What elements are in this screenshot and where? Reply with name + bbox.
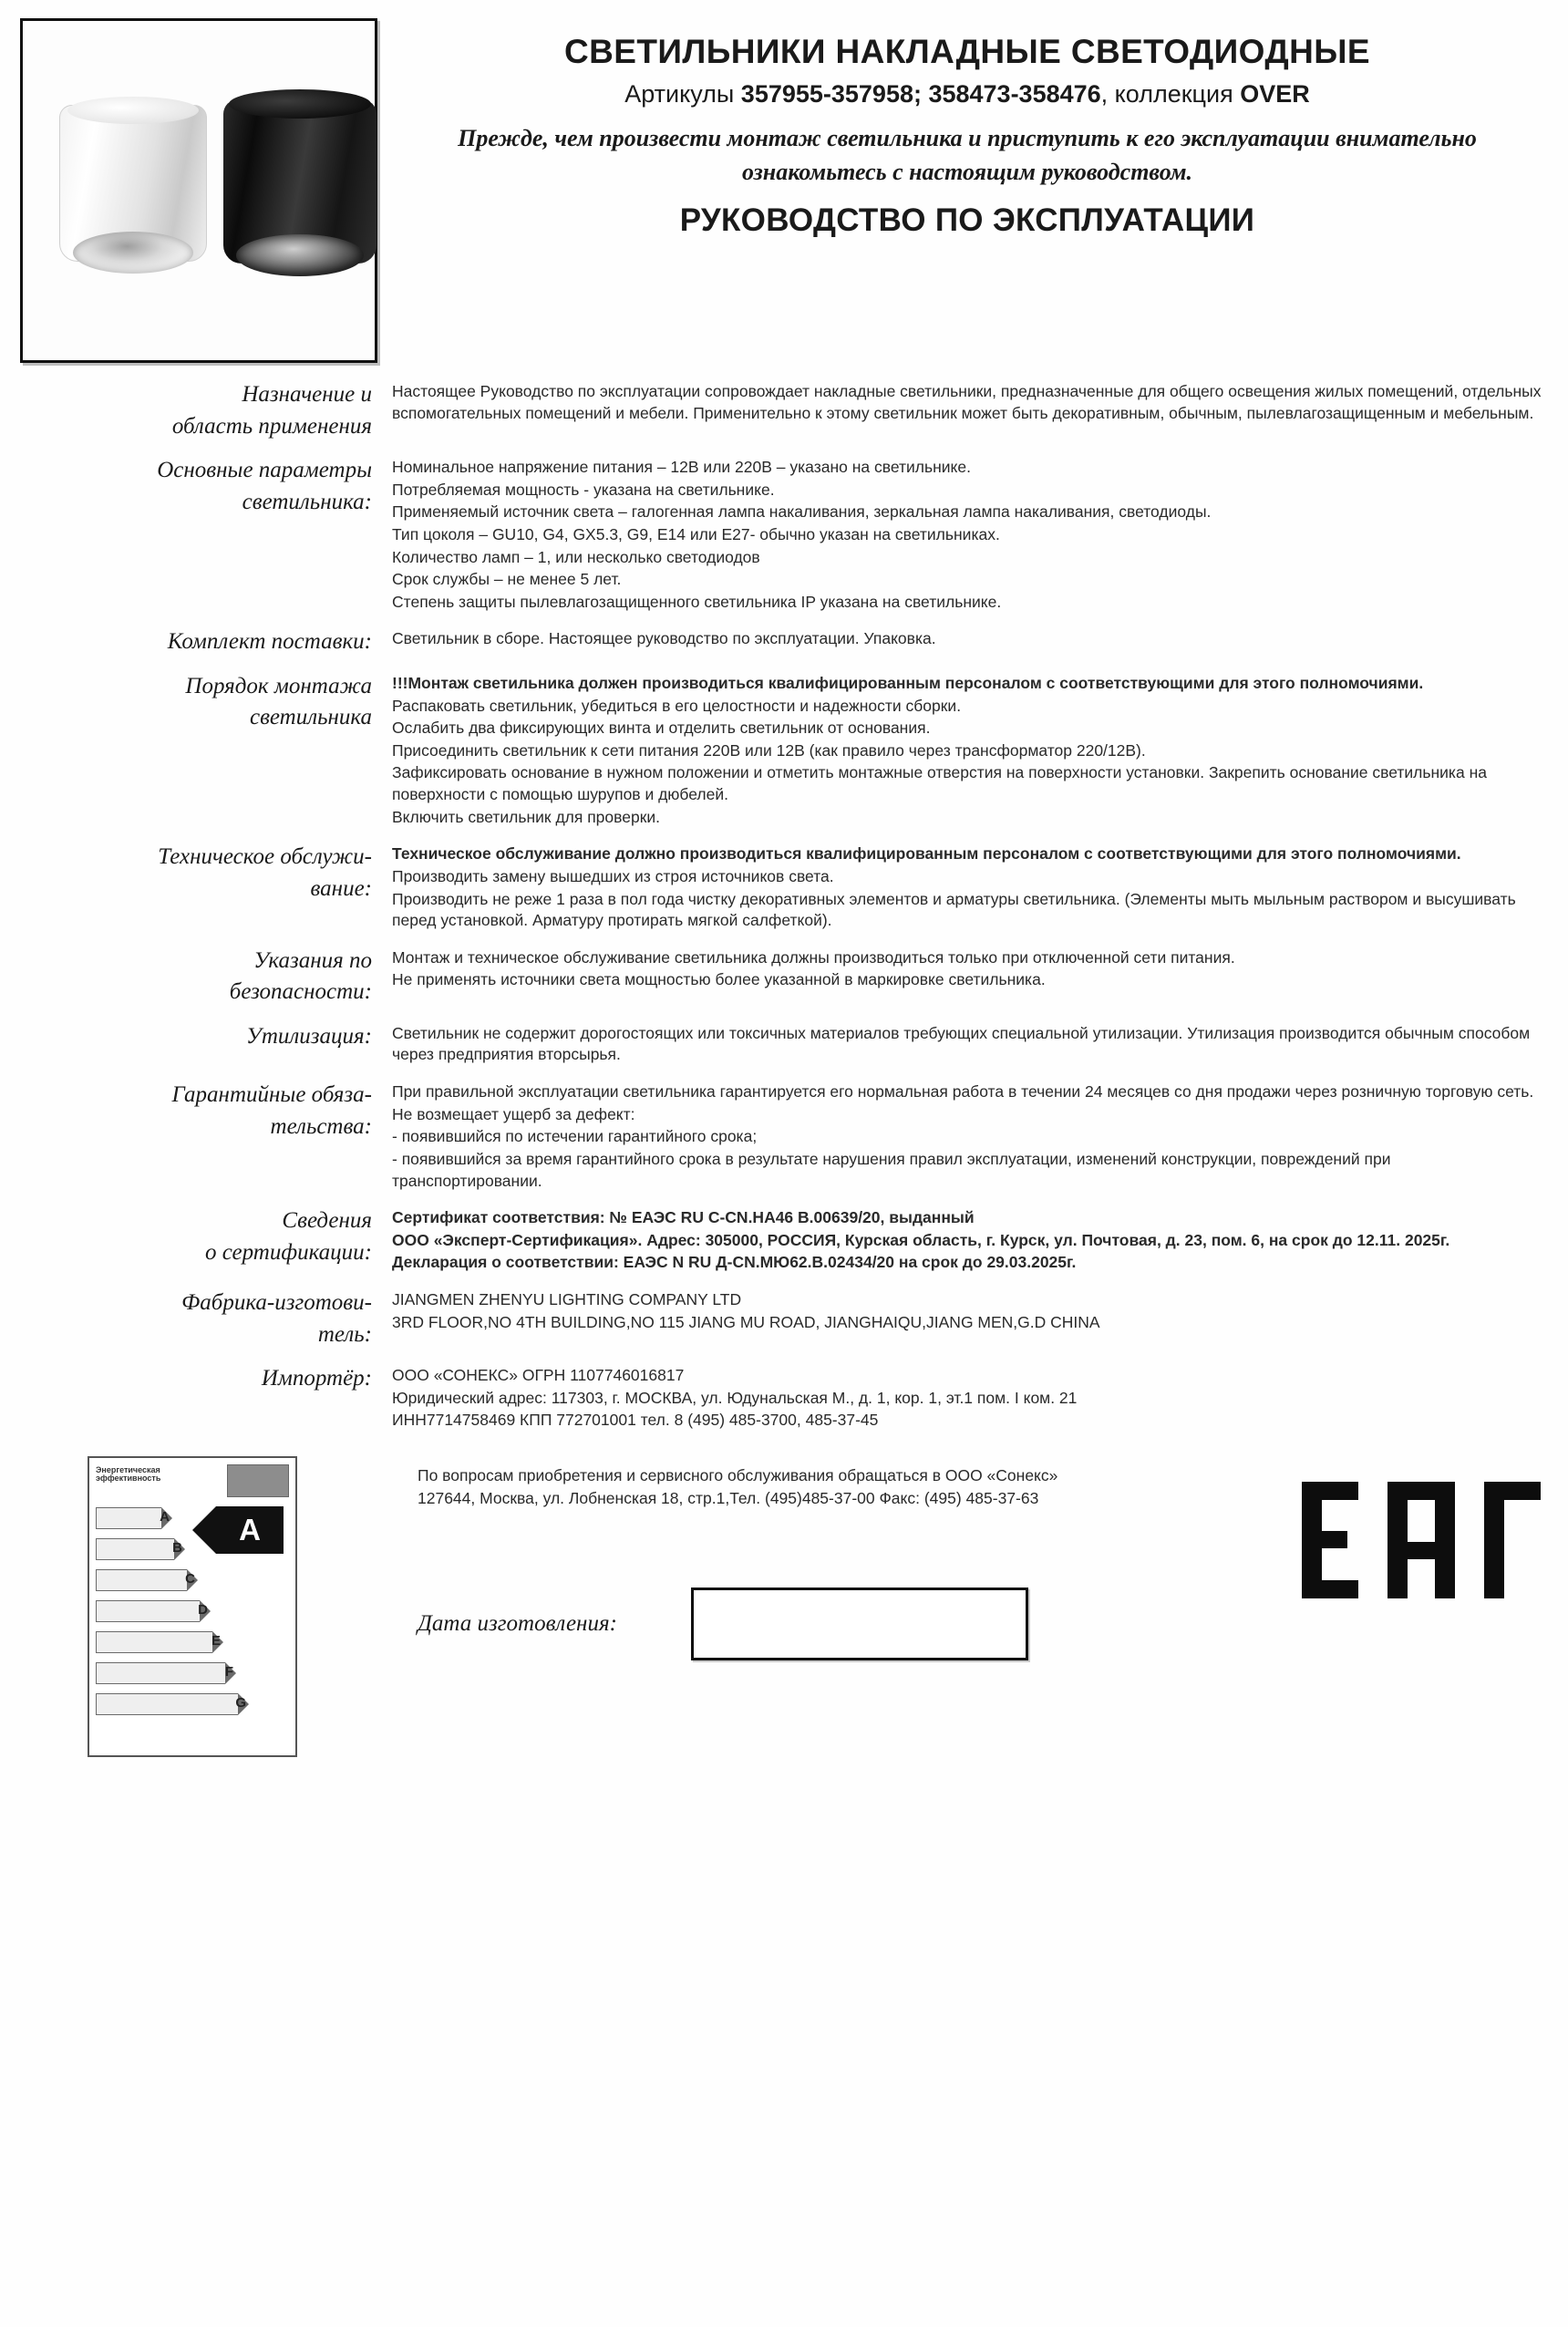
section-label-line: тельства: [270, 1113, 372, 1139]
manual-title: РУКОВОДСТВО ПО ЭКСПЛУАТАЦИИ [679, 202, 1255, 238]
energy-class-letter: A [160, 1508, 170, 1525]
section-paragraph: JIANGMEN ZHENYU LIGHTING COMPANY LTD [392, 1290, 742, 1308]
section-row [11, 626, 1544, 658]
section-paragraph: - появившийся по истечении гарантийного срока; [392, 1127, 758, 1146]
section-label [11, 1363, 392, 1395]
energy-class-row [96, 1629, 289, 1656]
section-paragraph: Количество ламп – 1, или несколько светодиодов [392, 547, 760, 566]
section-label-line: Основные параметры [157, 458, 372, 482]
energy-class-bar [96, 1662, 233, 1684]
section-paragraph: Срок службы – не менее 5 лет. [392, 570, 622, 589]
section-label [11, 946, 392, 1008]
article-prefix: Артикулы [624, 80, 741, 109]
section-label [11, 1021, 392, 1053]
section-paragraph: Зафиксировать основание в нужном положении и отметить монтажные отверстия на поверхности установки. Закрепить основание светильника на поверхности с помощью шурупов и дюбелей. [392, 763, 1487, 803]
energy-class-letter: B [172, 1539, 182, 1556]
section-label-line: область применения [171, 413, 372, 439]
section-label [11, 671, 392, 734]
section-paragraph: Декларация о соответствии: ЕАЭС N RU Д-CN.МЮ62.В.02434/20 на срок до 29.03.2025г. [392, 1253, 1077, 1272]
section-paragraph: Потребляемая мощность - указана на светильнике. [392, 480, 775, 499]
section-paragraph: Присоединить светильник к сети питания 220В или 12В (как правило через трансформатор 220/12В). [392, 740, 1146, 760]
section-body [392, 842, 1544, 933]
section-row [11, 1288, 1544, 1350]
section-row [11, 1205, 1544, 1275]
section-paragraph: Тип цоколя – GU10, G4, GX5.3, G9, E14 или E27- обычно указан на светильниках. [392, 524, 1000, 543]
section-paragraph: ООО «СОНЕКС» ОГРН 1107746016817 [392, 1366, 685, 1384]
section-paragraph: Настоящее Руководство по эксплуатации сопровождает накладные светильники, предназначенные для общего освещения жилых помещений, отдельных вспомогательных помещений и мебели. Применительно к этому светильник может быть декоративным, обычным, пылевлагозащищенным и мебельным. [392, 382, 1542, 422]
white-lamp-image [59, 105, 207, 262]
section-label-line: о сертификации: [205, 1239, 372, 1265]
contact-line: По вопросам приобретения и сервисного обслуживания обращаться в ООО «Сонекс» [418, 1465, 1058, 1484]
section-body [392, 1205, 1544, 1275]
article-numbers: 357955-357958; 358473-358476 [740, 80, 1101, 109]
section-paragraph: Монтаж и техническое обслуживание светильника должны производиться только при отключенной сети питания. [392, 947, 1235, 967]
manufacture-date-field[interactable] [691, 1588, 1028, 1660]
section-body [392, 1363, 1544, 1432]
page-header [0, 0, 1568, 363]
article-suffix: , коллекция [1100, 80, 1241, 109]
product-photo [20, 18, 377, 363]
section-paragraph: Производить не реже 1 раза в пол года чистку декоративных элементов и арматуры светильника. (Элементы мыть мыльным раствором и высушивать перед установкой. Арматуру протирать мягкой салфеткой). [392, 889, 1516, 930]
energy-class-bar [96, 1538, 182, 1560]
section-paragraph: Применяемый источник света – галогенная лампа накаливания, зеркальная лампа накаливания, светодиоды. [392, 502, 1212, 522]
section-label-line: Утилизация: [246, 1023, 372, 1049]
section-paragraph: Степень защиты пылевлагозащищенного светильника IP указана на светильнике. [392, 592, 1002, 611]
energy-class-row [96, 1567, 289, 1594]
section-paragraph: 3RD FLOOR,NO 4TH BUILDING,NO 115 JIANG MU ROAD, JIANGHAIQU,JIANG MEN,G.D CHINA [392, 1312, 1100, 1331]
energy-class-row [96, 1691, 289, 1718]
section-body [392, 946, 1544, 992]
section-row [11, 842, 1544, 933]
section-label [11, 1080, 392, 1143]
section-label [11, 1288, 392, 1350]
article-line [399, 79, 1535, 109]
section-row [11, 946, 1544, 1008]
section-row [11, 1363, 1544, 1432]
section-paragraph: Техническое обслуживание должно производиться квалифицированным персоналом с соответствующими для этого полномочиями. [392, 844, 1461, 864]
section-paragraph: Не применять источники света мощностью более указанной в маркировке светильника. [392, 970, 1046, 989]
section-paragraph: Светильник не содержит дорогостоящих или токсичных материалов требующих специальной утилизации. Утилизация производится обычным способом через предприятия вторсырья. [392, 1023, 1531, 1064]
section-paragraph: Производить замену вышедших из строя источников света. [392, 866, 834, 885]
section-label [11, 842, 392, 905]
section-label-line: светильника: [242, 489, 372, 514]
energy-label-swatch [227, 1464, 289, 1497]
section-paragraph: ИНН7714758469 КПП 772701001 тел. 8 (495) 485-3700, 485-37-45 [392, 1411, 879, 1430]
energy-class-bar [96, 1507, 170, 1529]
energy-class-bar [96, 1600, 208, 1622]
section-paragraph: При правильной эксплуатации светильника гарантируется его нормальная работа в течении 24 месяцев со дня продажи через розничную торговую сеть. [392, 1082, 1534, 1101]
section-body [392, 455, 1544, 614]
section-label-line: Назначение и [242, 382, 372, 407]
section-label-line: Сведения [282, 1208, 372, 1234]
section-body [392, 1021, 1544, 1067]
section-label-line: Комплект поставки: [167, 629, 372, 655]
section-row [11, 455, 1544, 614]
section-label-line: Техническое обслужи- [158, 844, 372, 870]
section-paragraph: Сертификат соответствия: № ЕАЭС RU C-CN.НА46 В.00639/20, выданный [392, 1208, 975, 1227]
eac-mark [1296, 1476, 1546, 1604]
section-label-line: безопасности: [229, 979, 372, 1005]
black-lamp-image [223, 99, 377, 264]
section-row [11, 1080, 1544, 1193]
energy-class-bar [96, 1693, 246, 1715]
contact-line: 127644, Москва, ул. Лобненская 18, стр.1,Тел. (495)485-37-00 Факс: (495) 485-37-63 [418, 1488, 1039, 1507]
page-title: СВЕТИЛЬНИКИ НАКЛАДНЫЕ СВЕТОДИОДНЫЕ [564, 33, 1370, 70]
section-body [392, 1288, 1544, 1334]
section-body [392, 671, 1544, 829]
section-label-line: Фабрика-изготови- [181, 1290, 372, 1315]
section-row [11, 1021, 1544, 1067]
manufacture-date-label: Дата изготовления: [418, 1611, 617, 1637]
energy-rating-arrow: A [216, 1506, 284, 1554]
section-label-line: светильника [249, 705, 372, 730]
energy-class-letter: C [185, 1570, 195, 1587]
section-paragraph: Не возмещает ущерб за дефект: [392, 1104, 635, 1123]
section-paragraph: !!!Монтаж светильника должен производиться квалифицированным персоналом с соответствующими для этого полномочиями. [392, 673, 1424, 692]
section-label-line: тель: [317, 1321, 372, 1347]
section-label [11, 455, 392, 518]
energy-class-row [96, 1598, 289, 1625]
energy-class-letter: E [211, 1632, 221, 1649]
energy-class-bar [96, 1631, 221, 1653]
energy-label-header [96, 1464, 289, 1497]
energy-class-letter: F [224, 1663, 233, 1680]
section-body [392, 379, 1544, 425]
energy-class-rows [96, 1505, 289, 1718]
section-paragraph: Номинальное напряжение питания – 12В или 220В – указано на светильнике. [392, 458, 971, 476]
warning-notice: Прежде, чем произвести монтаж светильника и приступить к его эксплуатации внимательно ознакомьтесь с настоящим руководством. [458, 124, 1477, 185]
section-label-line: Порядок монтажа [185, 673, 372, 698]
section-paragraph: Юридический адрес: 117303, г. МОСКВА, ул. Юдунальская М., д. 1, кор. 1, эт.1 пом. I ком. 21 [392, 1388, 1078, 1407]
section-paragraph: - появившийся за время гарантийного срока в результате нарушения правил эксплуатации, изменений конструкции, повреждений при транспортировании. [392, 1149, 1391, 1190]
section-label [11, 626, 392, 658]
section-body [392, 1080, 1544, 1193]
sections-container [0, 363, 1568, 1432]
energy-class-row [96, 1660, 289, 1687]
energy-title-line1: Энергетическая [96, 1464, 160, 1474]
section-label-line: Импортёр: [261, 1366, 372, 1391]
energy-title-line2: эффективность [96, 1474, 161, 1484]
section-label-line: вание: [310, 875, 372, 901]
energy-class-letter: D [198, 1601, 208, 1618]
section-label-line: Гарантийные обяза- [171, 1082, 372, 1107]
energy-class-letter: G [235, 1694, 246, 1711]
section-paragraph: Ослабить два фиксирующих винта и отделить светильник от основания. [392, 719, 931, 738]
section-row [11, 671, 1544, 829]
section-label [11, 1205, 392, 1268]
header-text-block [377, 13, 1544, 244]
section-paragraph: ООО «Эксперт-Сертификация». Адрес: 305000, РОССИЯ, Курская область, г. Курск, ул. Почтовая, д. 23, пом. 6, на срок до 12.11. 2025г. [392, 1230, 1450, 1249]
energy-efficiency-label [88, 1456, 297, 1757]
energy-class-bar [96, 1569, 195, 1591]
section-row [11, 379, 1544, 442]
page-footer [0, 1445, 1568, 1711]
section-label [11, 379, 392, 442]
section-paragraph: Включить светильник для проверки. [392, 807, 661, 826]
energy-label-title [96, 1464, 227, 1497]
section-paragraph: Распаковать светильник, убедиться в его целостности и надежности сборки. [392, 696, 962, 715]
section-paragraph: Светильник в сборе. Настоящее руководство по эксплуатации. Упаковка. [392, 629, 936, 648]
section-label-line: Указания по [253, 947, 372, 973]
section-body [392, 626, 1544, 651]
collection-name: OVER [1240, 80, 1310, 109]
